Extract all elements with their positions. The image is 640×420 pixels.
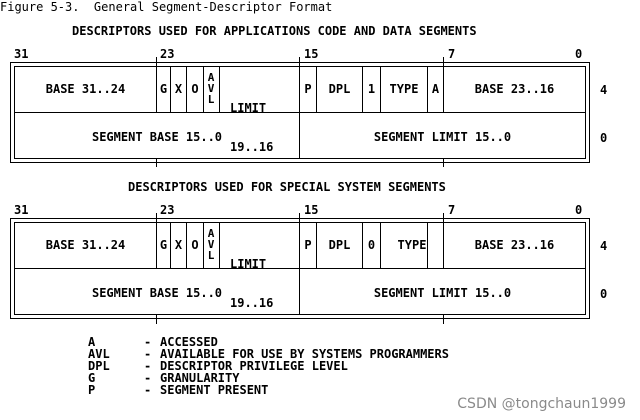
bit-0-label: 0 <box>575 203 583 217</box>
field-s: 1 <box>367 82 376 96</box>
field-dpl: DPL <box>328 82 351 96</box>
legend-desc: ACCESSED <box>160 335 218 349</box>
lower-dword-offset: 0 <box>600 131 608 145</box>
field-dpl: DPL <box>328 238 351 252</box>
legend-key: G <box>88 371 96 385</box>
legend-desc: GRANULARITY <box>160 371 240 385</box>
legend-dash: - <box>144 335 152 349</box>
field-segment-limit-15-0: SEGMENT LIMIT 15..0 <box>373 130 512 144</box>
bit-23-label: 23 <box>160 47 175 61</box>
field-s: 0 <box>367 238 376 252</box>
legend-dash: - <box>144 359 152 373</box>
legend-desc: AVAILABLE FOR USE BY SYSTEMS PROGRAMMERS <box>160 347 449 361</box>
watermark: CSDN @tongchaun1999 <box>457 396 626 412</box>
bit-7-label: 7 <box>448 47 456 61</box>
field-avl <box>206 228 216 261</box>
field-avl <box>206 72 216 105</box>
bit-15-label: 15 <box>304 47 319 61</box>
system-descriptors-heading: DESCRIPTORS USED FOR SPECIAL SYSTEM SEGMENTS <box>128 180 446 194</box>
field-avl-a: A <box>207 71 215 84</box>
figure-title: Figure 5-3. General Segment-Descriptor Format <box>0 0 333 14</box>
field-limit-bits: 19..16 <box>230 140 274 154</box>
field-base-31-24: BASE 31..24 <box>45 238 126 252</box>
field-x: X <box>174 238 183 252</box>
legend-dash: - <box>144 371 152 385</box>
legend-key: A <box>88 335 96 349</box>
field-p: P <box>304 82 312 96</box>
legend-key: DPL <box>88 359 110 373</box>
field-limit-19-16 <box>220 76 299 167</box>
field-limit-label: LIMIT <box>230 101 267 115</box>
field-base-23-16: BASE 23..16 <box>474 82 555 96</box>
field-x: X <box>174 82 183 96</box>
field-base-23-16: BASE 23..16 <box>474 238 555 252</box>
field-segment-base-15-0: SEGMENT BASE 15..0 <box>91 130 223 144</box>
field-o: O <box>191 238 199 252</box>
legend-key: P <box>88 383 96 397</box>
field-avl-l: L <box>207 93 215 106</box>
field-limit-19-16 <box>220 232 299 323</box>
field-g: G <box>159 82 168 96</box>
field-avl-v: V <box>207 82 215 95</box>
bit-31-label: 31 <box>14 47 29 61</box>
field-avl-a: A <box>207 227 215 240</box>
lower-dword-offset: 0 <box>600 287 608 301</box>
field-avl-v: V <box>207 238 215 251</box>
field-base-31-24: BASE 31..24 <box>45 82 126 96</box>
legend-desc: SEGMENT PRESENT <box>160 383 269 397</box>
legend-dash: - <box>144 383 152 397</box>
bit-0-label: 0 <box>575 47 583 61</box>
field-limit-label: LIMIT <box>230 257 267 271</box>
bit-23-label: 23 <box>160 203 175 217</box>
field-o: O <box>191 82 199 96</box>
legend-dash: - <box>144 347 152 361</box>
field-avl-l: L <box>207 249 215 262</box>
field-type: TYPE <box>397 238 427 252</box>
upper-dword-offset: 4 <box>600 83 608 97</box>
bit-15-label: 15 <box>304 203 319 217</box>
bit-31-label: 31 <box>14 203 29 217</box>
app-descriptors-heading: DESCRIPTORS USED FOR APPLICATIONS CODE AND DATA SEGMENTS <box>72 24 477 38</box>
field-segment-base-15-0: SEGMENT BASE 15..0 <box>91 286 223 300</box>
field-g: G <box>159 238 168 252</box>
upper-dword-offset: 4 <box>600 239 608 253</box>
field-a: A <box>431 82 440 96</box>
bit-7-label: 7 <box>448 203 456 217</box>
field-type: TYPE <box>389 82 419 96</box>
legend-key: AVL <box>88 347 110 361</box>
field-segment-limit-15-0: SEGMENT LIMIT 15..0 <box>373 286 512 300</box>
field-limit-bits: 19..16 <box>230 296 274 310</box>
field-p: P <box>304 238 312 252</box>
legend-desc: DESCRIPTOR PRIVILEGE LEVEL <box>160 359 348 373</box>
